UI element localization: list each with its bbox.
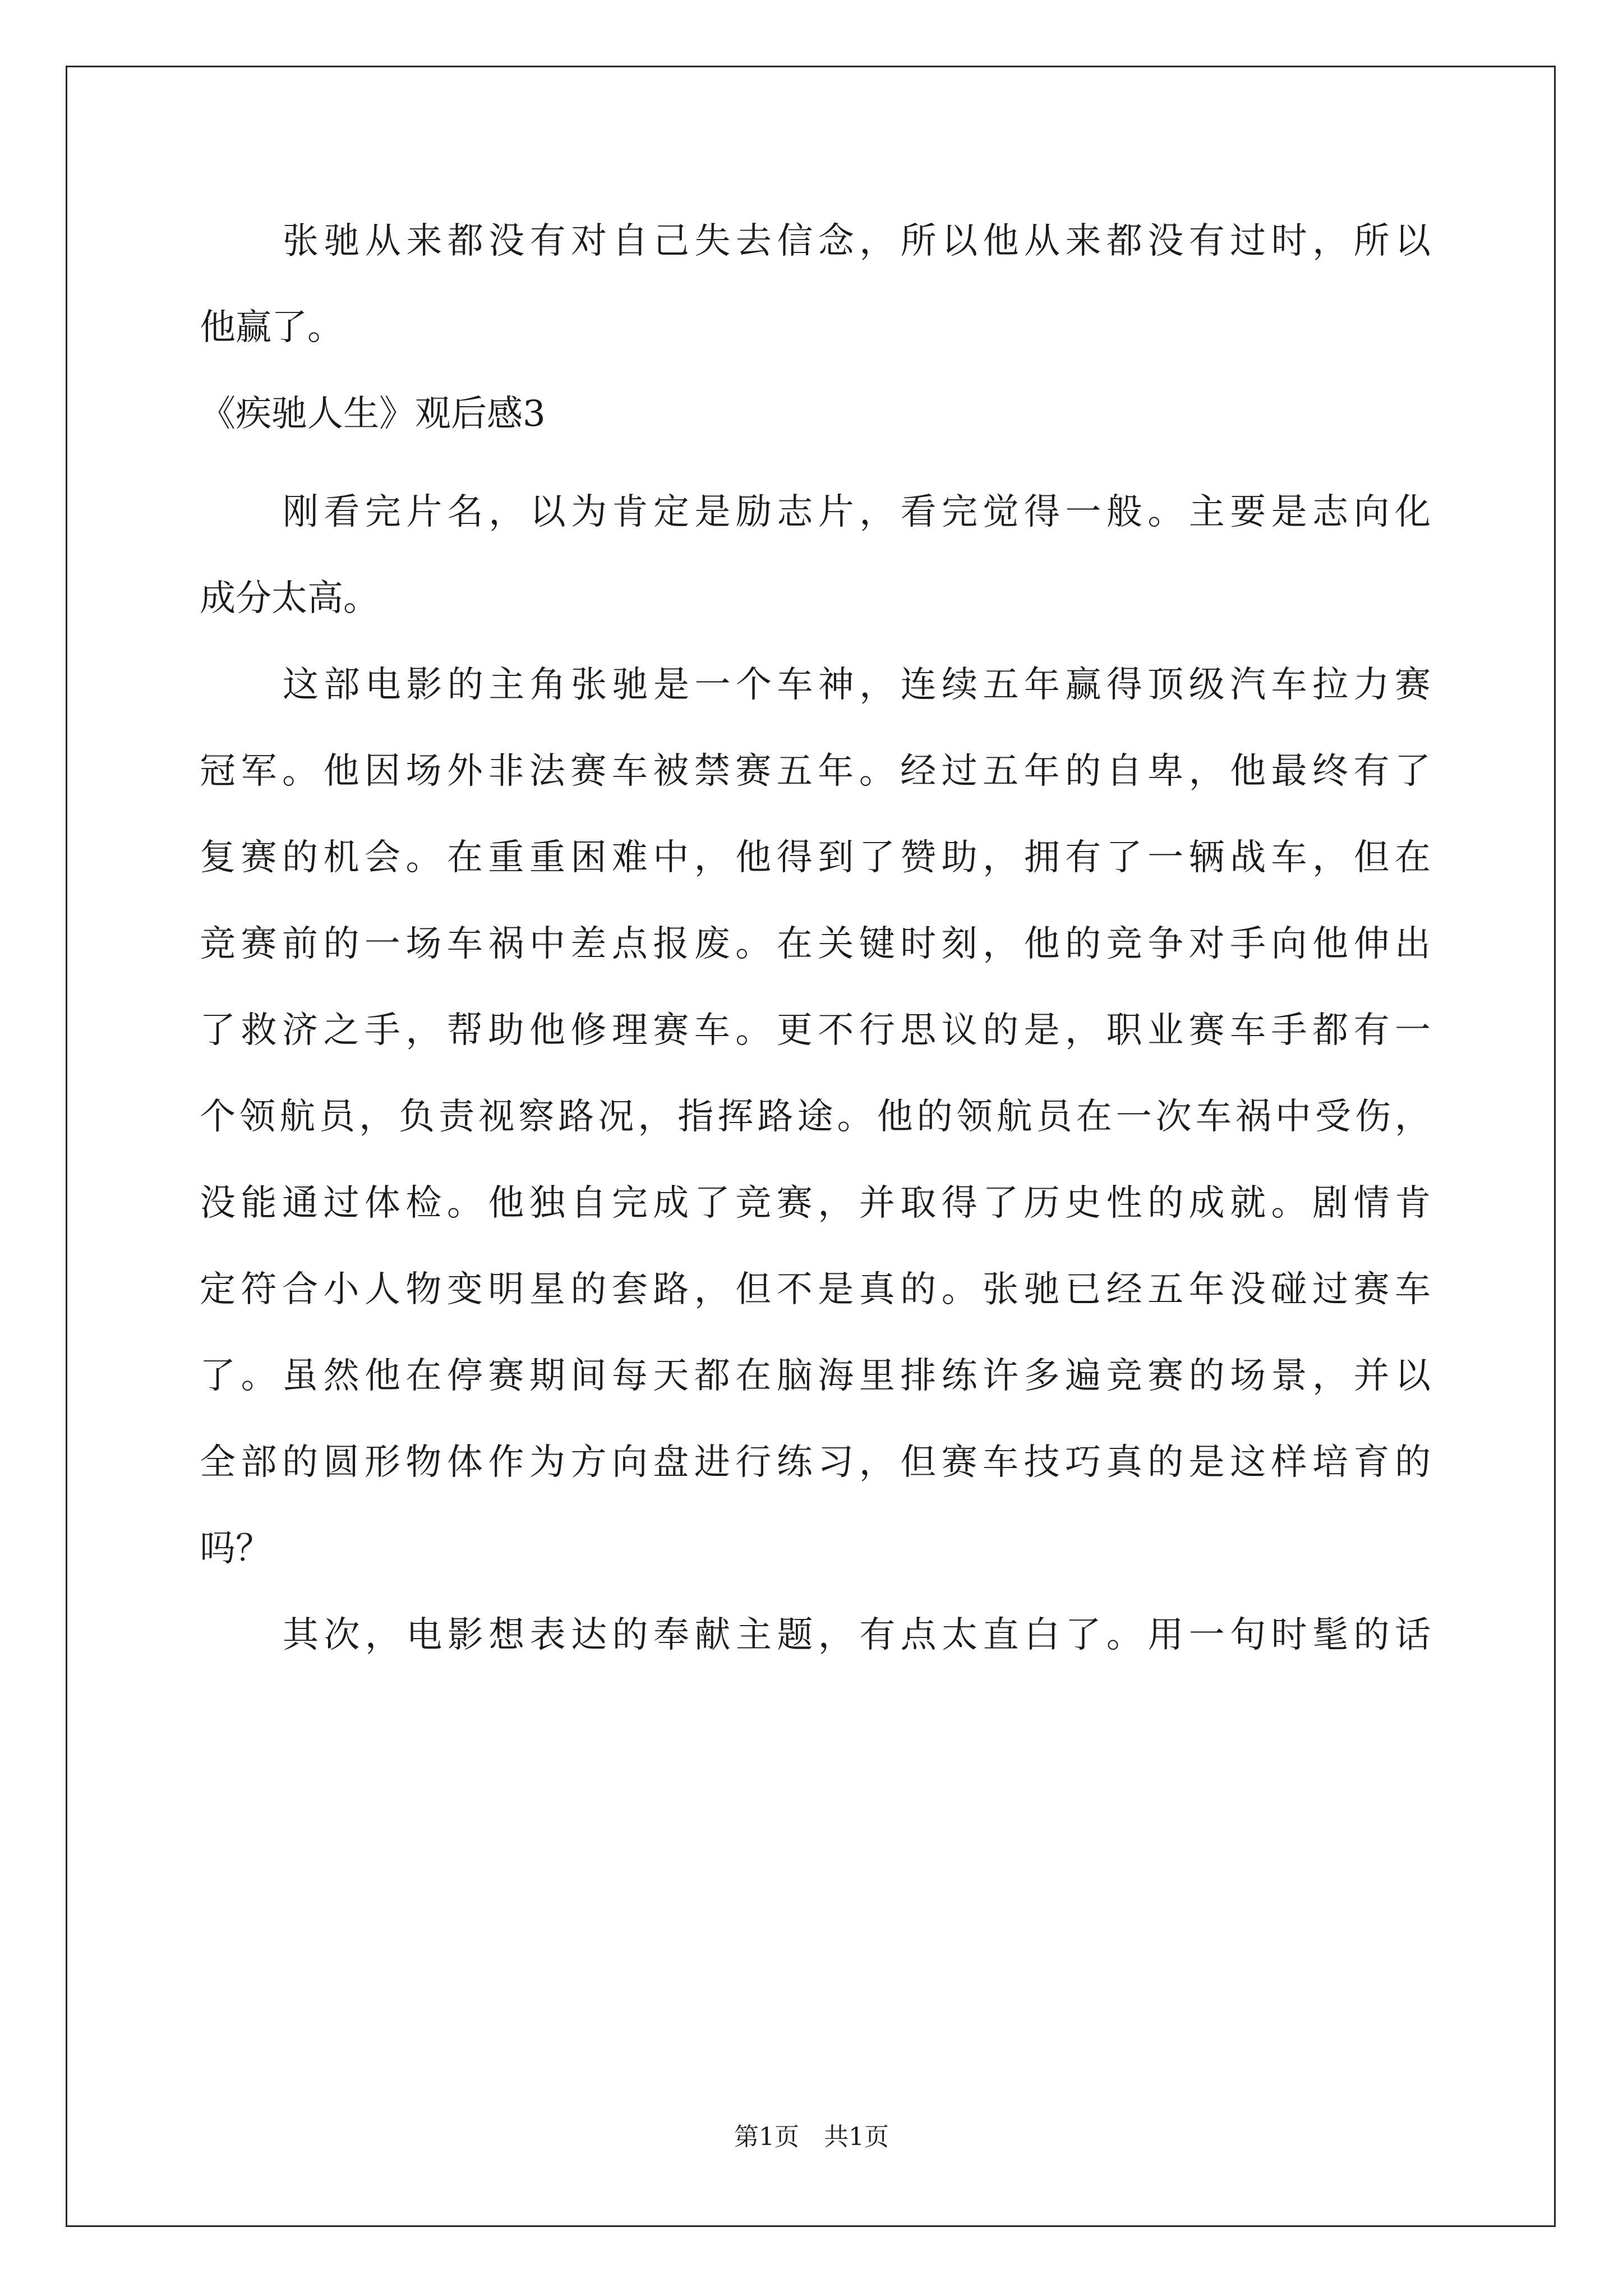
- document-body: [200, 219, 1431, 1699]
- text-line: 了救济之手，帮助他修理赛车。更不行思议的是，职业赛车手都有一: [200, 1010, 1431, 1051]
- section-heading: 《疾驰人生》观后感3: [200, 393, 546, 435]
- text-line: 刚看完片名，以为肯定是励志片，看完觉得一般。主要是志向化: [283, 491, 1431, 533]
- text-line: 吗？: [200, 1528, 271, 1570]
- text-line: 了。虽然他在停赛期间每天都在脑海里排练许多遍竞赛的场景，并以: [200, 1355, 1431, 1397]
- text-line: 定符合小人物变明星的套路，但不是真的。张驰已经五年没碰过赛车: [200, 1269, 1431, 1310]
- text-line: 冠军。他因场外非法赛车被禁赛五年。经过五年的自卑，他最终有了: [200, 751, 1431, 792]
- text-line: 个领航员，负责视察路况，指挥路途。他的领航员在一次车祸中受伤，: [200, 1096, 1431, 1138]
- text-line: 全部的圆形物体作为方向盘进行练习，但赛车技巧真的是这样培育的: [200, 1442, 1431, 1483]
- text-line: 这部电影的主角张驰是一个车神，连续五年赢得顶级汽车拉力赛: [283, 664, 1431, 706]
- text-line: 他赢了。: [200, 307, 343, 348]
- text-line: 张驰从来都没有对自己失去信念，所以他从来都没有过时，所以: [283, 220, 1431, 262]
- page-footer: 第1页 共1页: [734, 2123, 889, 2151]
- text-line: 没能通过体检。他独自完成了竞赛，并取得了历史性的成就。剧情肯: [200, 1182, 1431, 1224]
- text-line: 成分太高。: [200, 578, 379, 619]
- text-line: 其次，电影想表达的奉献主题，有点太直白了。用一句时髦的话: [283, 1614, 1431, 1656]
- text-line: 复赛的机会。在重重困难中，他得到了赞助，拥有了一辆战车，但在: [200, 837, 1431, 878]
- text-line: 竞赛前的一场车祸中差点报废。在关键时刻，他的竞争对手向他伸出: [200, 923, 1431, 965]
